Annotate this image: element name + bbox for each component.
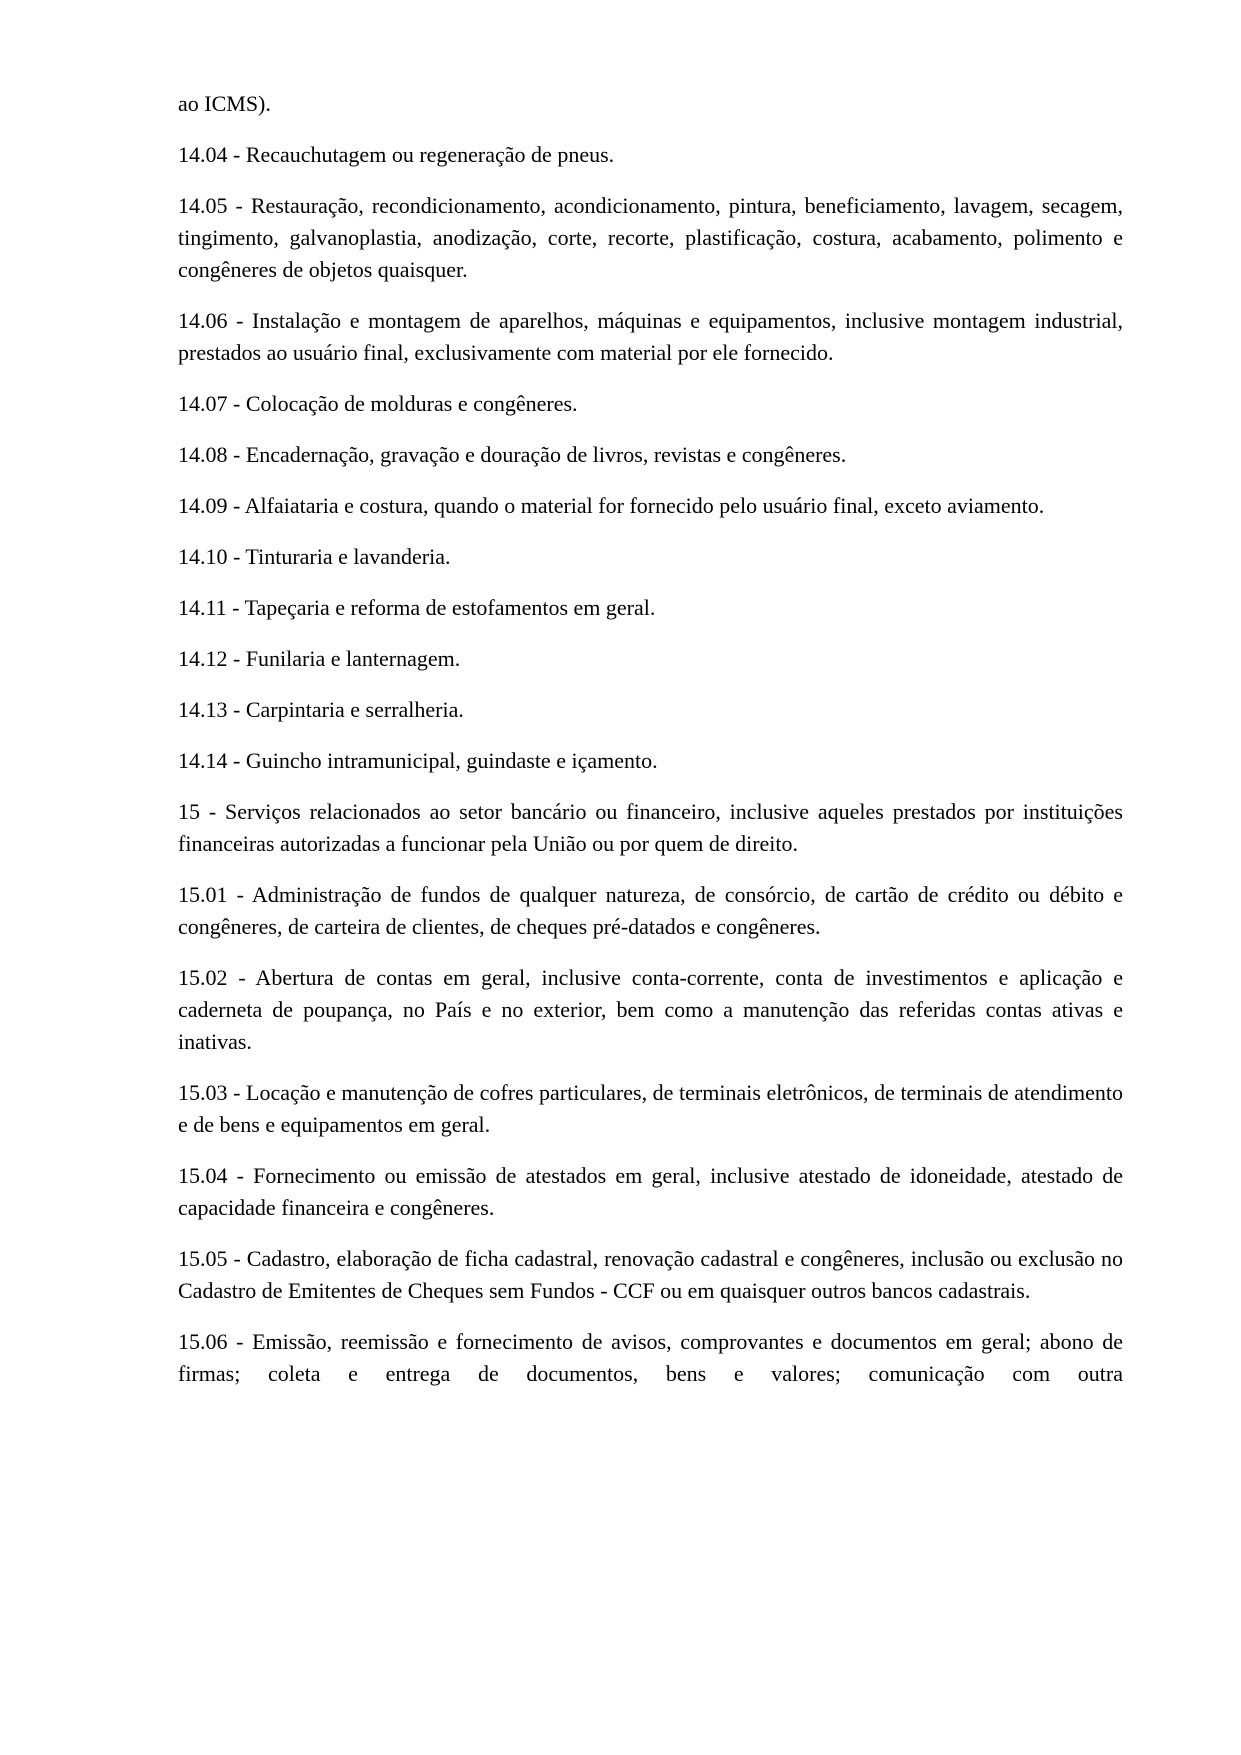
service-list-text-block bbox=[178, 88, 1123, 1409]
paragraph-item-14-05: 14.05 - Restauração, recondicionamento, acondicionamento, pintura, beneficiamento, lavagem, secagem, tingimento, galvanoplastia, anodização, corte, recorte, plastificação, costura, acabamento, polimento e congêneres de objetos quaisquer. bbox=[178, 193, 1123, 282]
paragraph-item-14-11: 14.11 - Tapeçaria e reforma de estofamentos em geral. bbox=[178, 595, 656, 620]
paragraph-item-15-01: 15.01 - Administração de fundos de qualquer natureza, de consórcio, de cartão de crédito ou débito e congêneres, de carteira de clientes, de cheques pré-datados e congêneres. bbox=[178, 882, 1123, 939]
paragraph-item-15-04: 15.04 - Fornecimento ou emissão de atestados em geral, inclusive atestado de idoneidade, atestado de capacidade financeira e congêneres. bbox=[178, 1163, 1123, 1220]
paragraph-item-14-10: 14.10 - Tinturaria e lavanderia. bbox=[178, 544, 451, 569]
paragraph-item-15-03: 15.03 - Locação e manutenção de cofres particulares, de terminais eletrônicos, de terminais de atendimento e de bens e equipamentos em geral. bbox=[178, 1080, 1123, 1137]
paragraph-item-15: 15 - Serviços relacionados ao setor bancário ou financeiro, inclusive aqueles prestados por instituições financeiras autorizadas a funcionar pela União ou por quem de direito. bbox=[178, 799, 1123, 856]
paragraph-continuation-icms: ao ICMS). bbox=[178, 91, 271, 116]
paragraph-item-14-07: 14.07 - Colocação de molduras e congêneres. bbox=[178, 391, 578, 416]
paragraph-item-14-14: 14.14 - Guincho intramunicipal, guindaste e içamento. bbox=[178, 748, 658, 773]
paragraph-item-14-13: 14.13 - Carpintaria e serralheria. bbox=[178, 697, 464, 722]
paragraph-item-15-06: 15.06 - Emissão, reemissão e fornecimento de avisos, comprovantes e documentos em geral; abono de firmas; coleta e entrega de documentos, bens e valores; comunicação com outra bbox=[178, 1329, 1123, 1386]
paragraph-item-14-08: 14.08 - Encadernação, gravação e douração de livros, revistas e congêneres. bbox=[178, 442, 847, 467]
paragraph-item-14-04: 14.04 - Recauchutagem ou regeneração de pneus. bbox=[178, 142, 615, 167]
paragraph-item-14-12: 14.12 - Funilaria e lanternagem. bbox=[178, 646, 461, 671]
paragraph-item-14-06: 14.06 - Instalação e montagem de aparelhos, máquinas e equipamentos, inclusive montagem industrial, prestados ao usuário final, exclusivamente com material por ele fornecido. bbox=[178, 308, 1123, 365]
paragraph-item-15-02: 15.02 - Abertura de contas em geral, inclusive conta-corrente, conta de investimentos e aplicação e caderneta de poupança, no País e no exterior, bem como a manutenção das referidas contas ativas e inativas. bbox=[178, 965, 1123, 1054]
paragraph-item-15-05: 15.05 - Cadastro, elaboração de ficha cadastral, renovação cadastral e congêneres, inclusão ou exclusão no Cadastro de Emitentes de Cheques sem Fundos - CCF ou em quaisquer outros bancos cadastrais. bbox=[178, 1246, 1123, 1303]
paragraph-item-14-09: 14.09 - Alfaiataria e costura, quando o material for fornecido pelo usuário final, exceto aviamento. bbox=[178, 493, 1045, 518]
